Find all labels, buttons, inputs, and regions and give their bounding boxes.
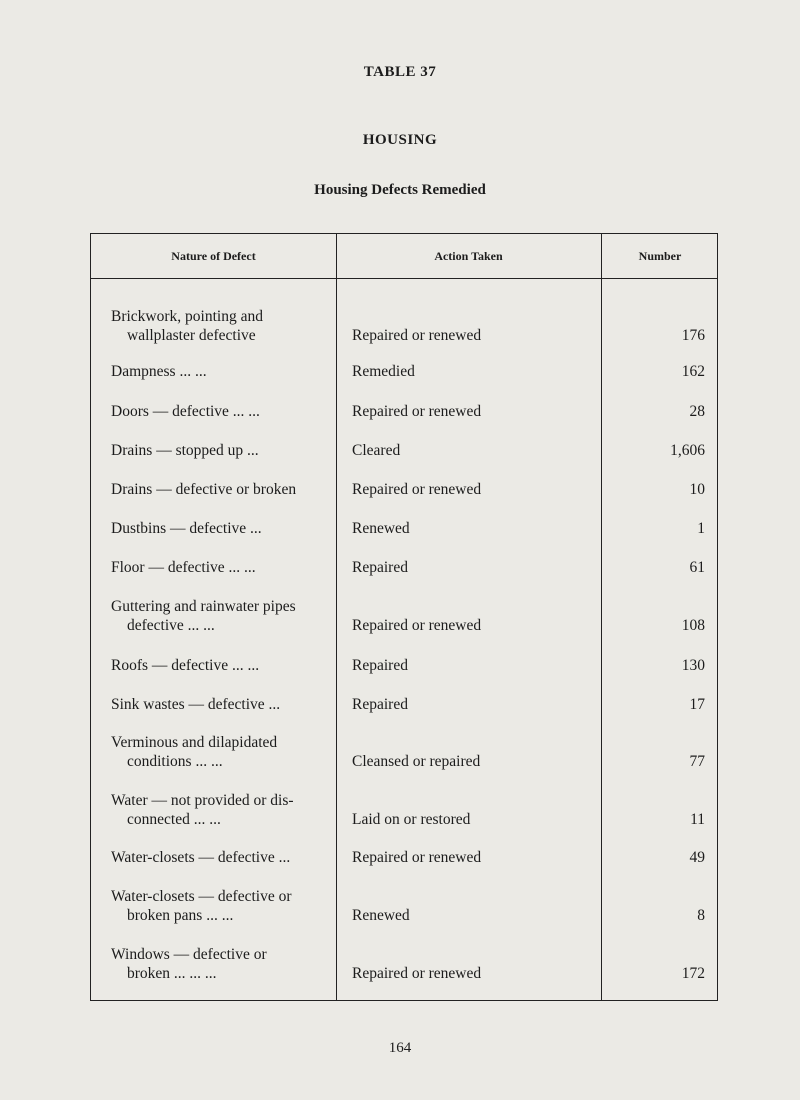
action-cell: Repaired or renewed: [352, 849, 482, 866]
defect-line: broken ... ... ...: [127, 965, 217, 982]
number-cell: 162: [681, 363, 705, 380]
defect-line: Dustbins — defective ...: [111, 520, 262, 537]
action-cell: Repaired: [352, 657, 408, 674]
number-cell: 172: [681, 965, 705, 982]
action-cell: Renewed: [352, 907, 410, 924]
defect-line: Dampness ... ...: [111, 363, 207, 380]
section-title: HOUSING: [362, 132, 438, 148]
defect-line: Drains — stopped up ...: [111, 442, 259, 459]
defect-line: conditions ... ...: [127, 753, 223, 770]
number-cell: 28: [689, 403, 705, 420]
action-cell: Repaired or renewed: [352, 481, 482, 498]
defect-line: Doors — defective ... ...: [111, 403, 260, 420]
page-number: 164: [388, 1040, 412, 1056]
defect-line: defective ... ...: [127, 617, 215, 634]
number-cell: 108: [681, 617, 705, 634]
defect-line: broken pans ... ...: [127, 907, 234, 924]
number-cell: 11: [690, 811, 705, 828]
defect-line: Drains — defective or broken: [111, 481, 297, 498]
number-cell: 176: [681, 327, 705, 344]
header-action-taken: Action Taken: [434, 249, 503, 263]
action-cell: Repaired or renewed: [352, 965, 482, 982]
action-cell: Renewed: [352, 520, 410, 537]
number-cell: 130: [681, 657, 705, 674]
action-cell: Cleansed or repaired: [352, 753, 481, 770]
defect-line: Windows — defective or: [111, 946, 267, 963]
number-cell: 77: [689, 753, 705, 770]
action-cell: Repaired or renewed: [352, 327, 482, 344]
defect-line: Water-closets — defective ...: [111, 849, 291, 866]
action-cell: Laid on or restored: [352, 811, 471, 828]
number-cell: 49: [689, 849, 705, 866]
number-cell: 61: [689, 559, 705, 576]
defect-line: Floor — defective ... ...: [111, 559, 256, 576]
header-nature-of-defect: Nature of Defect: [171, 249, 256, 263]
defect-line: Sink wastes — defective ...: [111, 696, 281, 713]
number-cell: 8: [697, 907, 705, 924]
number-cell: 1: [697, 520, 705, 537]
defect-line: Water-closets — defective or: [111, 888, 292, 905]
action-cell: Repaired or renewed: [352, 617, 482, 634]
number-cell: 17: [689, 696, 705, 713]
header-number: Number: [638, 249, 682, 263]
defect-line: Guttering and rainwater pipes: [111, 598, 296, 615]
action-cell: Repaired: [352, 696, 408, 713]
table-subtitle: Housing Defects Remedied: [314, 182, 486, 198]
defect-line: Verminous and dilapidated: [111, 734, 278, 751]
defect-cell: [111, 945, 326, 983]
table-row: [91, 234, 719, 983]
defect-line: Brickwork, pointing and: [111, 308, 263, 325]
number-cell: 10: [689, 481, 705, 498]
action-cell: Repaired: [352, 559, 408, 576]
action-cell: Cleared: [352, 442, 401, 459]
housing-defects-table: [90, 233, 718, 1001]
defect-line: connected ... ...: [127, 811, 221, 828]
action-cell: Repaired or renewed: [352, 403, 482, 420]
defect-line: wallplaster defective: [127, 327, 256, 344]
action-cell: Remedied: [352, 363, 415, 380]
defect-line: Roofs — defective ... ...: [111, 657, 260, 674]
defect-line: Water — not provided or dis-: [111, 792, 294, 809]
table-number: TABLE 37: [363, 64, 437, 80]
number-cell: 1,606: [670, 442, 705, 459]
